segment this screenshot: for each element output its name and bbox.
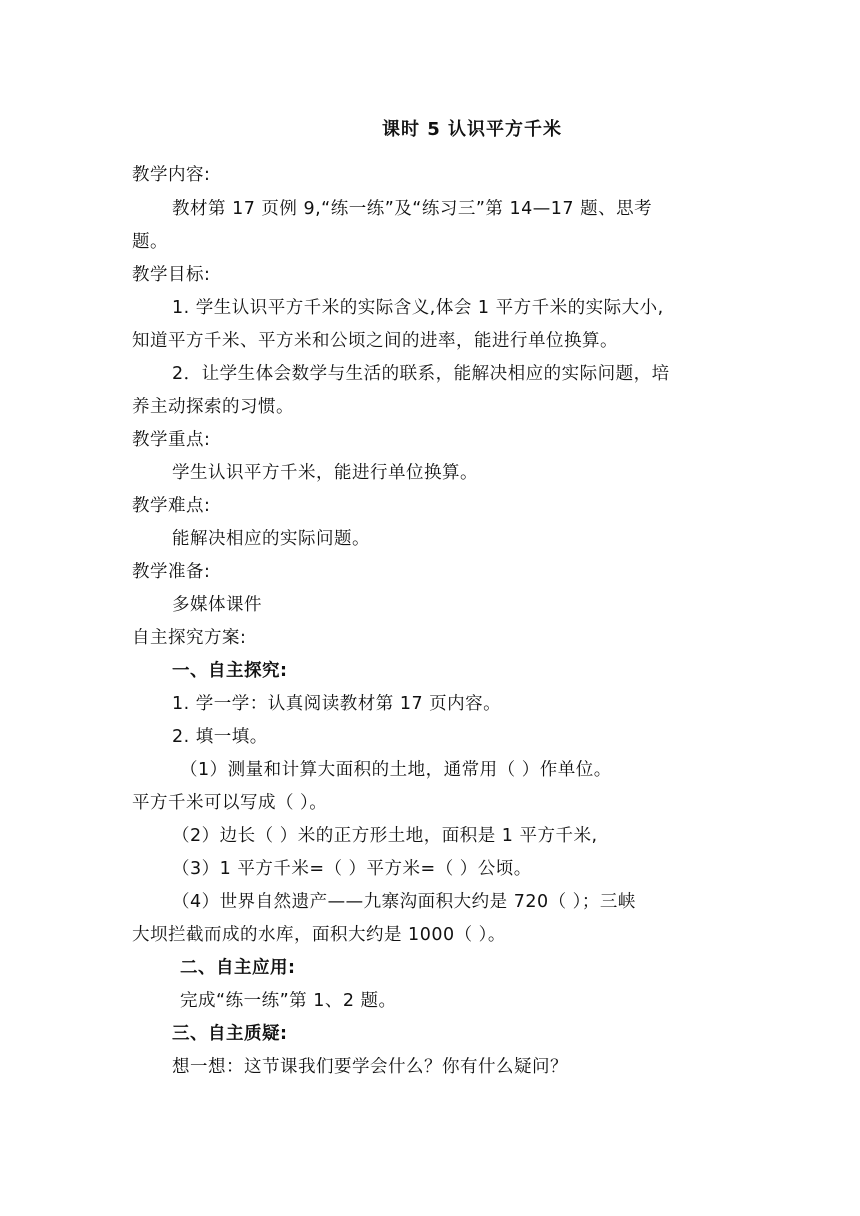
paragraph-line: 1. 学一学：认真阅读教材第 17 页内容。 [172,694,502,714]
paragraph-line: 学生认识平方千米，能进行单位换算。 [172,463,478,483]
heading-preparation: 教学准备: [132,562,211,582]
paragraph-line: 大坝拦截而成的水库，面积大约是 1000（ ）。 [132,925,506,945]
paragraph-line: 养主动探索的习惯。 [132,397,294,417]
paragraph-line: 多媒体课件 [172,595,262,615]
section-heading-2: 二、自主应用: [180,958,296,978]
heading-difficulties: 教学难点: [132,496,211,516]
paragraph-line: 题。 [132,232,168,252]
paragraph-line: 想一想：这节课我们要学会什么？你有什么疑问？ [172,1057,568,1077]
section-heading-1: 一、自主探究: [172,661,288,681]
paragraph-line: 2．让学生体会数学与生活的联系，能解决相应的实际问题，培 [172,364,670,384]
paragraph-line: 1. 学生认识平方千米的实际含义,体会 1 平方千米的实际大小, [172,298,664,318]
paragraph-line: （1）测量和计算大面积的土地，通常用（ ）作单位。 [180,760,612,780]
heading-teaching-content: 教学内容: [132,165,211,185]
paragraph-line: 2. 填一填。 [172,727,268,747]
paragraph-line: （2）边长（ ）米的正方形土地，面积是 1 平方千米, [172,826,598,846]
paragraph-line: 能解决相应的实际问题。 [172,529,370,549]
paragraph-line: 知道平方千米、平方米和公顷之间的进率，能进行单位换算。 [132,331,618,351]
paragraph-line: （3）1 平方千米=（ ）平方米=（ ）公顷。 [172,859,532,879]
lesson-title: 课时 5 认识平方千米 [382,119,563,140]
heading-teaching-goals: 教学目标: [132,265,211,285]
heading-key-points: 教学重点: [132,430,211,450]
paragraph-line: 平方千米可以写成（ ）。 [132,793,328,813]
paragraph-line: 完成“练一练”第 1、2 题。 [180,991,397,1011]
paragraph-line: （4）世界自然遗产——九寨沟面积大约是 720（ ）；三峡 [172,892,636,912]
paragraph-line: 教材第 17 页例 9,“练一练”及“练习三”第 14—17 题、思考 [172,199,653,219]
section-heading-3: 三、自主质疑: [172,1024,288,1044]
heading-inquiry-plan: 自主探究方案: [132,628,247,648]
